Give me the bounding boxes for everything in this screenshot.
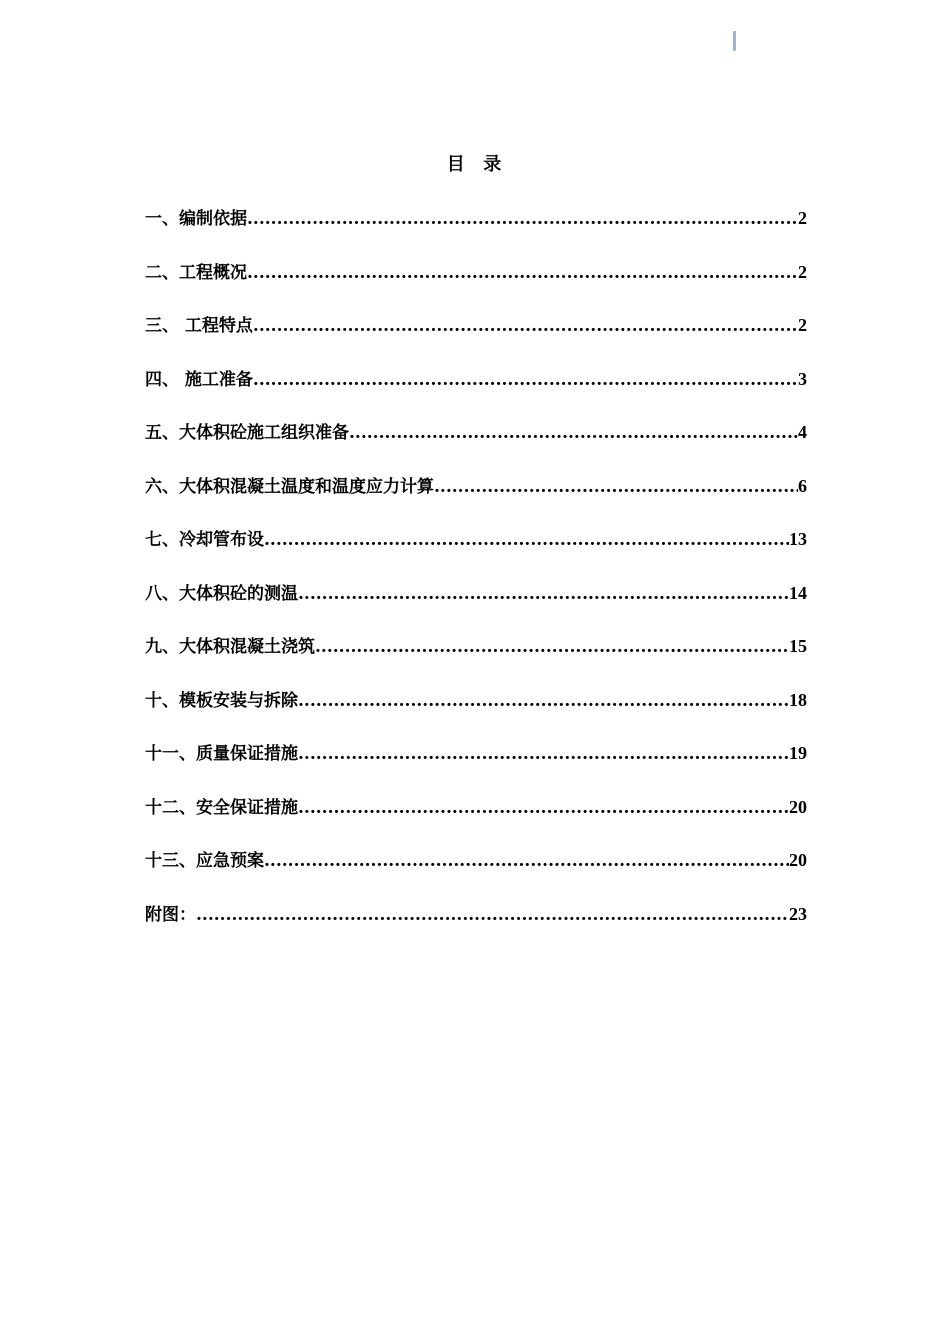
toc-entry-label: 六、大体积混凝土温度和温度应力计算 (145, 476, 434, 497)
toc-dot-leader (253, 367, 798, 393)
toc-dot-leader (298, 581, 789, 607)
toc-entry[interactable] (145, 901, 807, 955)
toc-dot-leader (298, 795, 789, 821)
text-cursor-mark (733, 31, 736, 51)
toc-entry-label: 七、冷却管布设 (145, 530, 264, 550)
toc-dot-leader (434, 474, 798, 500)
toc-entry-label: 四、 施工准备 (145, 369, 253, 390)
toc-entry[interactable] (145, 205, 807, 259)
toc-dot-leader (349, 420, 798, 446)
toc-entry-page: 20 (789, 796, 807, 817)
toc-entry-page: 23 (789, 903, 807, 924)
toc-entry-label: 九、大体积混凝土浇筑 (145, 637, 315, 657)
toc-entry[interactable] (145, 259, 807, 313)
toc-entry[interactable] (145, 580, 807, 634)
toc-entry-label: 十三、应急预案 (145, 851, 264, 871)
toc-entry-page: 2 (798, 315, 807, 335)
toc-entry[interactable] (145, 312, 807, 366)
toc-entry-page: 20 (789, 850, 807, 870)
toc-entry[interactable] (145, 419, 807, 473)
toc-dot-leader (264, 527, 789, 553)
toc-entry-page: 6 (798, 475, 807, 496)
toc-entry-page: 15 (789, 636, 807, 656)
toc-entry[interactable] (145, 687, 807, 741)
toc-entry-label: 五、大体积砼施工组织准备 (145, 423, 349, 443)
toc-entry-page: 18 (789, 689, 807, 710)
toc-entry[interactable] (145, 366, 807, 420)
toc-entry-page: 14 (789, 582, 807, 603)
toc-entry-page: 2 (798, 261, 807, 282)
toc-dot-leader (247, 206, 798, 232)
toc-entry-page: 2 (798, 208, 807, 228)
toc-entry-label: 十二、安全保证措施 (145, 797, 298, 818)
toc-dot-leader (298, 741, 789, 767)
toc-entry[interactable] (145, 633, 807, 687)
toc-entry-label: 十一、质量保证措施 (145, 744, 298, 764)
toc-dot-leader (253, 313, 798, 339)
toc-title: 目 录 (446, 154, 504, 175)
toc-entry-page: 4 (798, 422, 807, 442)
toc-entry[interactable] (145, 473, 807, 527)
toc-entry-page: 3 (798, 368, 807, 389)
toc-entry-label: 三、 工程特点 (145, 316, 253, 336)
toc-dot-leader (264, 848, 789, 874)
toc-dot-leader (247, 260, 798, 286)
toc-entry[interactable] (145, 526, 807, 580)
toc-entry-label: 八、大体积砼的测温 (145, 583, 298, 604)
toc-entry-label: 十、模板安装与拆除 (145, 690, 298, 711)
toc-entry[interactable] (145, 847, 807, 901)
toc-dot-leader (298, 688, 789, 714)
toc-entry[interactable] (145, 740, 807, 794)
toc-entry-label: 二、工程概况 (145, 262, 247, 283)
toc-entry-page: 13 (789, 529, 807, 549)
toc-entry-label: 一、编制依据 (145, 209, 247, 229)
table-of-contents (145, 205, 807, 954)
toc-entry-page: 19 (789, 743, 807, 763)
toc-dot-leader (315, 634, 789, 660)
toc-entry[interactable] (145, 794, 807, 848)
toc-entry-label: 附图： (145, 904, 196, 925)
toc-dot-leader (196, 902, 789, 928)
